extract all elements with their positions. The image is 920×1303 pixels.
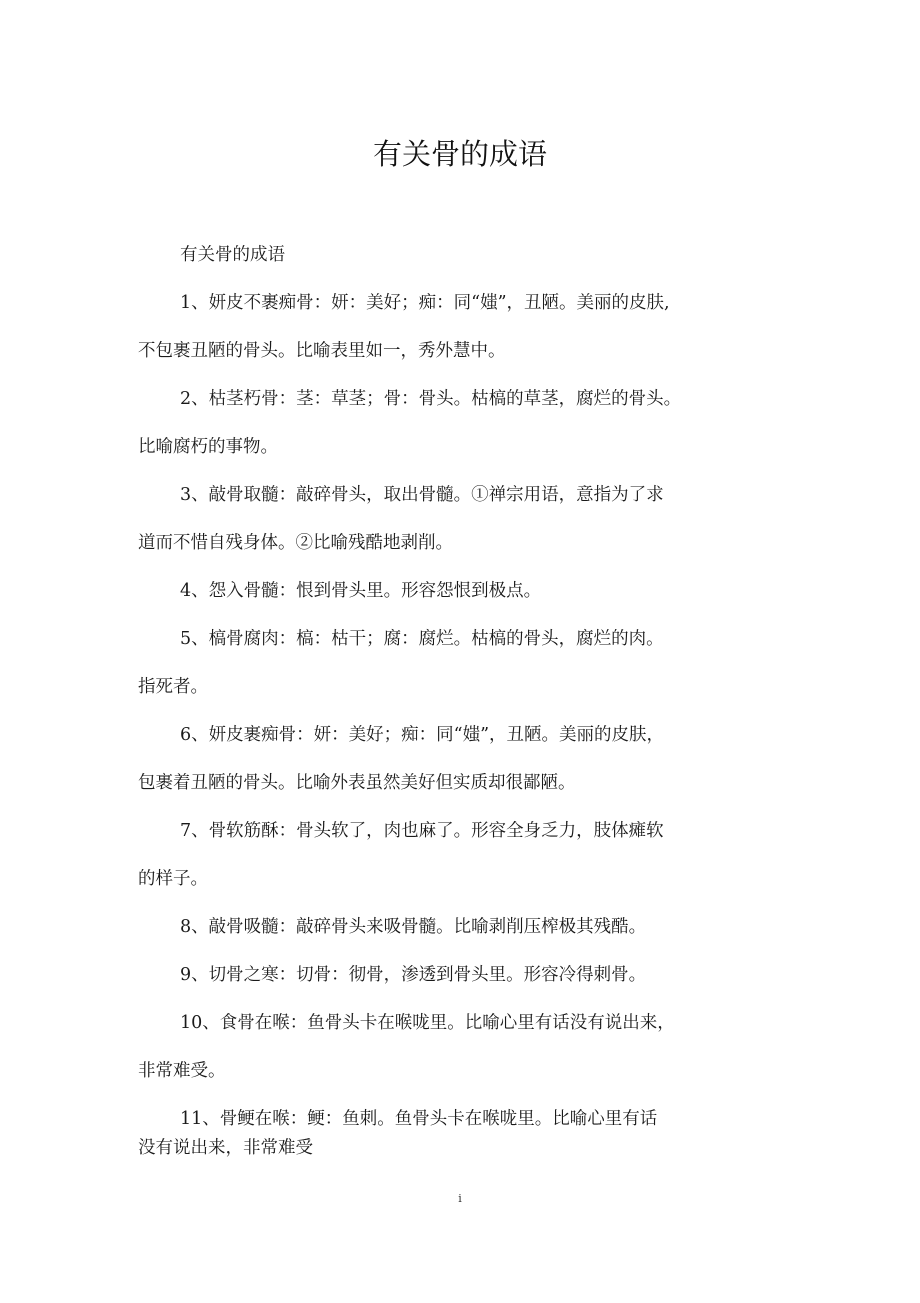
idiom-10-line-1: 10、食骨在喉：鱼骨头卡在喉咙里。比喻心里有话没有说出来， [180, 1013, 675, 1033]
idiom-4-line-1: 4、怨入骨髓：恨到骨头里。形容怨恨到极点。 [180, 581, 542, 601]
page-title: 有关骨的成语 [372, 137, 547, 171]
idiom-9-line-1: 9、切骨之寒：切骨：彻骨，渗透到骨头里。形容冷得刺骨。 [180, 965, 647, 985]
idiom-11-line-2: 没有说出来，非常难受 [138, 1138, 313, 1158]
idiom-3-line-2: 道而不惜自残身体。②比喻残酷地剥削。 [138, 533, 453, 553]
idiom-1-line-1: 1、妍皮不裹痴骨：妍：美好；痴：同“媸”，丑陋。美丽的皮肤, [180, 293, 670, 313]
idiom-8-line-1: 8、敲骨吸髓：敲碎骨头来吸骨髓。比喻剥削压榨极其残酷。 [180, 917, 647, 937]
idiom-6-line-2: 包裹着丑陋的骨头。比喻外表虽然美好但实质却很鄙陋。 [138, 773, 576, 793]
intro-heading: 有关骨的成语 [180, 245, 285, 265]
idiom-1-line-2: 不包裹丑陋的骨头。比喻表里如一，秀外慧中。 [138, 341, 506, 361]
idiom-3-line-1: 3、敲骨取髓：敲碎骨头，取出骨髓。①禅宗用语，意指为了求 [180, 485, 664, 505]
idiom-2-line-1: 2、枯茎朽骨：茎：草茎；骨：骨头。枯槁的草茎，腐烂的骨头。 [180, 389, 682, 409]
idiom-7-line-2: 的样子。 [138, 869, 208, 889]
idiom-2-line-2: 比喻腐朽的事物。 [138, 437, 278, 457]
idiom-5-line-1: 5、槁骨腐肉：槁：枯干；腐：腐烂。枯槁的骨头，腐烂的肉。 [180, 629, 664, 649]
page-number: i [458, 1192, 462, 1205]
idiom-7-line-1: 7、骨软筋酥：骨头软了，肉也麻了。形容全身乏力，肢体瘫软 [180, 821, 664, 841]
idiom-11-line-1: 11、骨鲠在喉：鲠：鱼刺。鱼骨头卡在喉咙里。比喻心里有话 [180, 1109, 658, 1129]
idiom-5-line-2: 指死者。 [138, 677, 208, 697]
idiom-10-line-2: 非常难受。 [138, 1061, 226, 1081]
idiom-6-line-1: 6、妍皮裹痴骨：妍：美好；痴：同“媸”，丑陋。美丽的皮肤， [180, 725, 665, 745]
